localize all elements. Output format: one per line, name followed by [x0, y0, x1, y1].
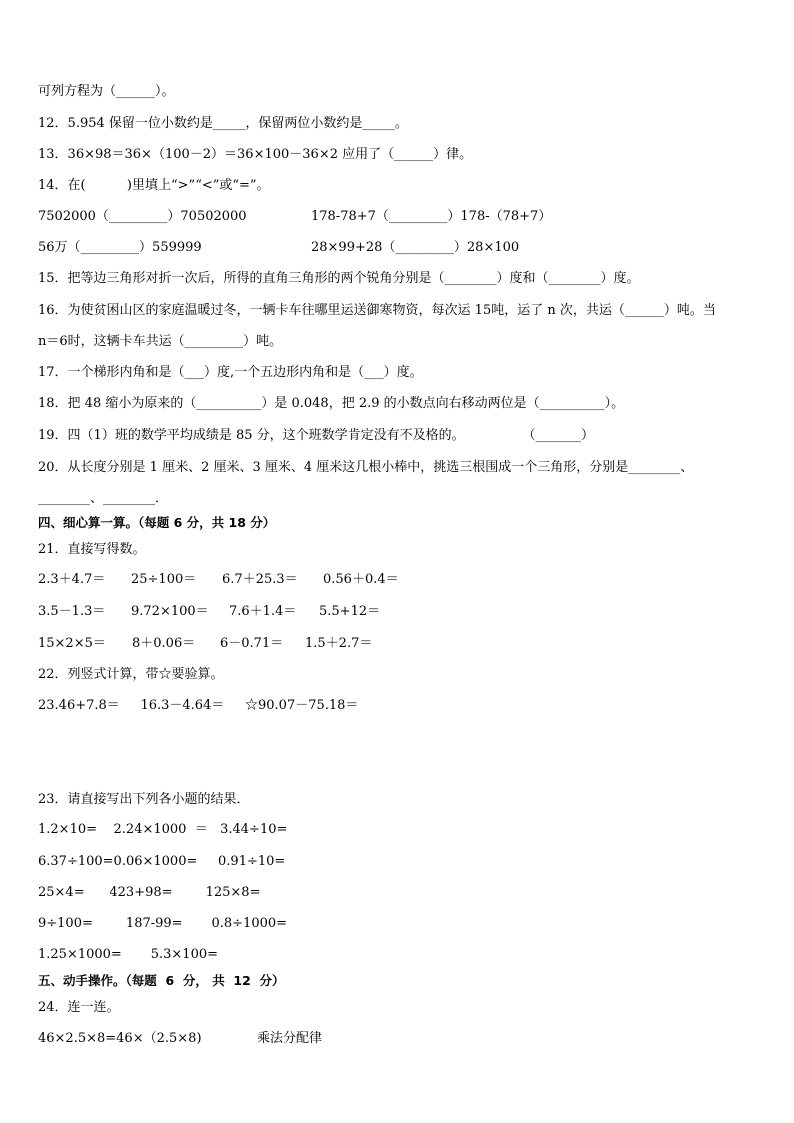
question-23-row2: 6.37÷100=0.06×1000= 0.91÷10= [38, 854, 286, 869]
calc-item: 8＋0.06＝ [132, 636, 196, 651]
question-24-right-law: 乘法分配律 [257, 1031, 323, 1046]
question-22: 22．列竖式计算，带☆要验算。 [38, 667, 224, 682]
question-14: 14．在( )里填上“>”“<”或“=”。 [38, 178, 270, 193]
calc-item: 2.3＋4.7＝ [38, 572, 106, 587]
question-16-line1: 16．为使贫困山区的家庭温暖过冬，一辆卡车往哪里运送御寒物资，每次运 15吨，运了 n 次，共运（______）吨。当 [38, 303, 716, 318]
question-14-row1-right: 178-78+7（_________）178-（78+7） [311, 209, 552, 224]
calc-item: 7.6＋1.4＝ [229, 604, 297, 619]
question-17: 17．一个梯形内角和是（___）度,一个五边形内角和是（___）度。 [38, 365, 423, 380]
question-12: 12．5.954 保留一位小数约是_____，保留两位小数约是_____。 [38, 116, 408, 131]
section-5-heading: 五、动手操作。（每题 6 分， 共 12 分） [38, 973, 285, 988]
calc-item: 6－0.71＝ [220, 636, 284, 651]
question-14-row1-left: 7502000（_________）70502000 [38, 209, 247, 224]
question-24-left-expression: 46×2.5×8=46×（2.5×8) [38, 1031, 202, 1046]
question-19: 19．四（1）班的数学平均成绩是 85 分，这个班数学肯定没有不及格的。 （_______） [38, 428, 594, 443]
question-20-line1: 20．从长度分别是 1 厘米、2 厘米、3 厘米、4 厘米这几根小棒中，挑选三根围成一个三角形，分别是________、 [38, 460, 694, 475]
question-15: 15．把等边三角形对折一次后，所得的直角三角形的两个锐角分别是（________）度和（________）度。 [38, 271, 640, 286]
calc-item: 3.5－1.3＝ [38, 604, 106, 619]
question-24: 24．连一连。 [38, 1000, 120, 1015]
calc-item: 15×2×5＝ [38, 636, 106, 651]
question-18: 18．把 48 缩小为原来的（__________）是 0.048，把 2.9 的小数点向右移动两位是（__________）。 [38, 396, 625, 411]
section-4-heading: 四、细心算一算。（每题 6 分，共 18 分） [38, 515, 276, 530]
question-22-problems: 23.46+7.8＝ 16.3－4.64＝ ☆90.07－75.18＝ [38, 698, 359, 713]
calc-item: 6.7＋25.3＝ [222, 572, 298, 587]
question-20-line2: ________、________． [38, 491, 169, 506]
line-equation: 可列方程为（______）。 [38, 84, 175, 99]
question-13: 13．36×98＝36×（100－2）＝36×100－36×2 应用了（______）律。 [38, 147, 473, 162]
calc-item: 9.72×100＝ [131, 604, 209, 619]
calc-item: 25÷100＝ [131, 572, 197, 587]
question-23: 23．请直接写出下列各小题的结果． [38, 792, 250, 807]
question-23-row5: 1.25×1000= 5.3×100= [38, 947, 219, 962]
question-14-row2-left: 56万（_________）559999 [38, 240, 202, 255]
question-14-row2-right: 28×99+28（_________）28×100 [311, 240, 520, 255]
calc-item: 1.5＋2.7＝ [305, 636, 373, 651]
question-23-row1: 1.2×10= 2.24×1000 ＝ 3.44÷10= [38, 822, 288, 837]
question-23-row4: 9÷100= 187-99= 0.8÷1000= [38, 916, 288, 931]
question-23-row3: 25×4= 423+98= 125×8= [38, 885, 261, 900]
question-21: 21．直接写得数。 [38, 542, 146, 557]
calc-item: 0.56＋0.4＝ [323, 572, 399, 587]
question-16-line2: n＝6时，这辆卡车共运（_________）吨。 [38, 334, 283, 349]
calc-item: 5.5+12＝ [319, 604, 381, 619]
